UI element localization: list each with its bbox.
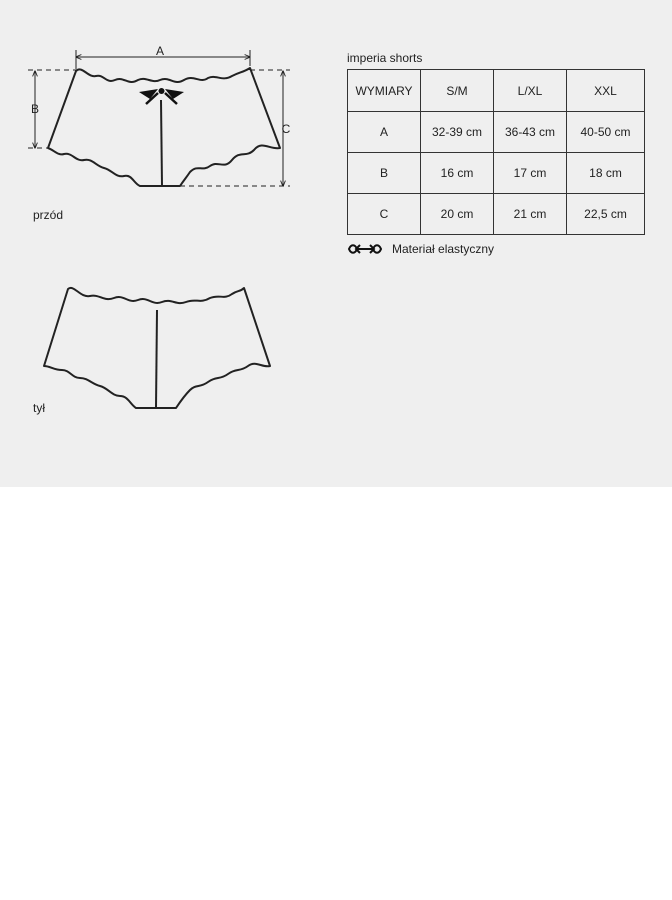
size-table [347,69,645,235]
legend-text: Materiał elastyczny [392,242,495,256]
label-c: C [281,122,291,136]
front-shorts-drawing [48,68,280,186]
table-row [348,194,645,235]
header-cell: L/XL [494,70,567,112]
legend [347,241,494,257]
label-a: A [155,44,165,58]
table-cell: A [348,112,421,153]
table-cell: 21 cm [494,194,567,235]
table-cell: 22,5 cm [567,194,645,235]
header-cell: WYMIARY [348,70,421,112]
table-cell: C [348,194,421,235]
table-cell: 36-43 cm [494,112,567,153]
table-cell: 20 cm [421,194,494,235]
table-cell: B [348,153,421,194]
table-cell: 40-50 cm [567,112,645,153]
product-title: imperia shorts [347,51,423,65]
table-header-row [348,70,645,112]
back-view-label: tył [33,401,45,415]
table-row [348,153,645,194]
header-cell: XXL [567,70,645,112]
back-shorts-drawing [44,288,270,408]
table-cell: 18 cm [567,153,645,194]
table-cell: 17 cm [494,153,567,194]
front-view-label: przód [33,208,64,222]
table-cell: 32-39 cm [421,112,494,153]
table-cell: 16 cm [421,153,494,194]
header-cell: S/M [421,70,494,112]
table-row [348,112,645,153]
label-b: B [30,102,40,116]
